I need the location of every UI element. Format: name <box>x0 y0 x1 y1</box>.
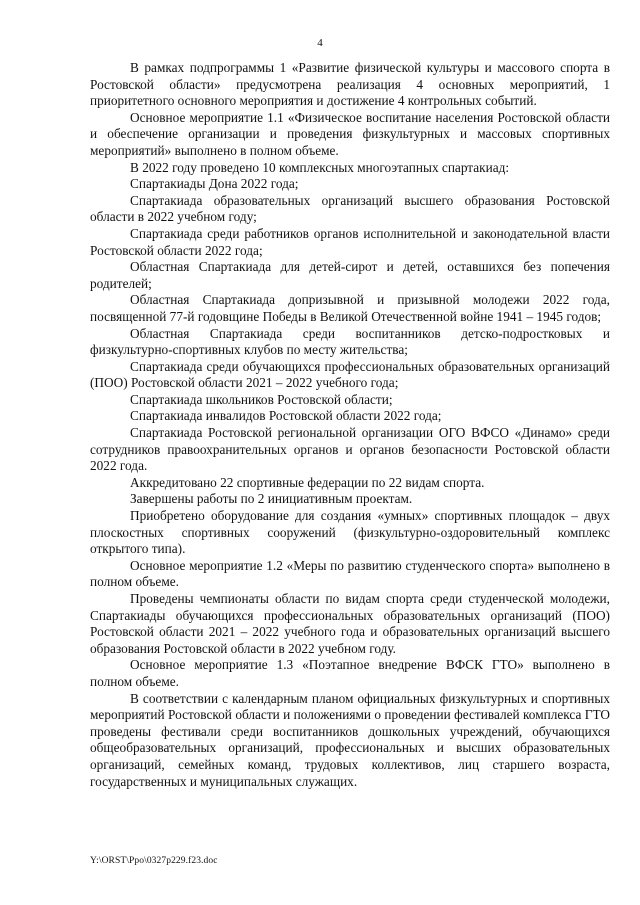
list-item: Областная Спартакиада среди воспитанников детско-подростковых и физкультурно-спортивных клубов по месту жительства; <box>90 325 610 358</box>
paragraph: Проведены чемпионаты области по видам спорта среди студенческой молодежи, Спартакиады обучающихся профессиональных образовательных организаций (ПОО) Ростовской области 2021 – 2022 учебного года и образовательных организаций высшего образования Ростовской области в 2022 учебном году. <box>90 591 610 656</box>
list-item: Спартакиады Дона 2022 года; <box>130 176 299 192</box>
paragraph: В рамках подпрограммы 1 «Развитие физической культуры и массового спорта в Ростовской области» предусмотрена реализация 4 основных мероприятий, 1 приоритетного основного мероприятия и достижение 4 контрольных событий. <box>90 60 610 109</box>
page-number: 4 <box>317 37 323 49</box>
list-item: Спартакиада Ростовской региональной организации ОГО ВФСО «Динамо» среди сотрудников правоохранительных органов и органов безопасности Ростовской области 2022 года. <box>90 425 610 474</box>
paragraph: В 2022 году проведено 10 комплексных многоэтапных спартакиад: <box>130 159 510 175</box>
list-item: Спартакиада среди работников органов исполнительной и законодательной власти Ростовской области 2022 года; <box>90 225 610 258</box>
paragraph: Аккредитовано 22 спортивные федерации по 22 видам спорта. <box>130 474 485 490</box>
list-item: Спартакиада инвалидов Ростовской области 2022 года; <box>130 408 442 424</box>
list-item: Спартакиада образовательных организаций высшего образования Ростовской области в 2022 учебном году; <box>90 192 610 225</box>
file-path-footer: Y:\ORST\Ppo\0327p229.f23.doc <box>90 856 218 866</box>
paragraph: В соответствии с календарным планом официальных физкультурных и спортивных мероприятий Ростовской области и положениями о проведении фестивалей комплекса ГТО проведены фестивали среди воспитанников дошкольных учреждений, обучающихся общеобразовательных организаций, профессиональных и высших образовательных организаций, семейных команд, трудовых коллективов, лиц старшего возраста, государственных и муниципальных служащих. <box>90 690 610 789</box>
list-item: Областная Спартакиада допризывной и призывной молодежи 2022 года, посвященной 77-й годовщине Победы в Великой Отечественной войне 1941 – 1945 годов; <box>90 292 610 324</box>
paragraph: Основное мероприятие 1.1 «Физическое воспитание населения Ростовской области и обеспечение организации и проведения физкультурных и массовых спортивных мероприятий» выполнено в полном объеме. <box>90 109 610 158</box>
paragraph: Завершены работы по 2 инициативным проектам. <box>130 491 413 507</box>
list-item: Спартакиада школьников Ростовской области; <box>130 391 393 407</box>
paragraph: Основное мероприятие 1.2 «Меры по развитию студенческого спорта» выполнено в полном объеме. <box>90 557 610 590</box>
paragraph: Основное мероприятие 1.3 «Поэтапное внедрение ВФСК ГТО» выполнено в полном объеме. <box>90 657 610 689</box>
paragraph: Приобретено оборудование для создания «умных» спортивных площадок – двух плоскостных спортивных сооружений (физкультурно-оздоровительный комплекс открытого типа). <box>90 508 610 557</box>
list-item: Областная Спартакиада для детей-сирот и детей, оставшихся без попечения родителей; <box>90 259 610 291</box>
list-item: Спартакиада среди обучающихся профессиональных образовательных организаций (ПОО) Ростовской области 2021 – 2022 учебного года; <box>90 358 610 391</box>
document-body <box>90 60 610 790</box>
